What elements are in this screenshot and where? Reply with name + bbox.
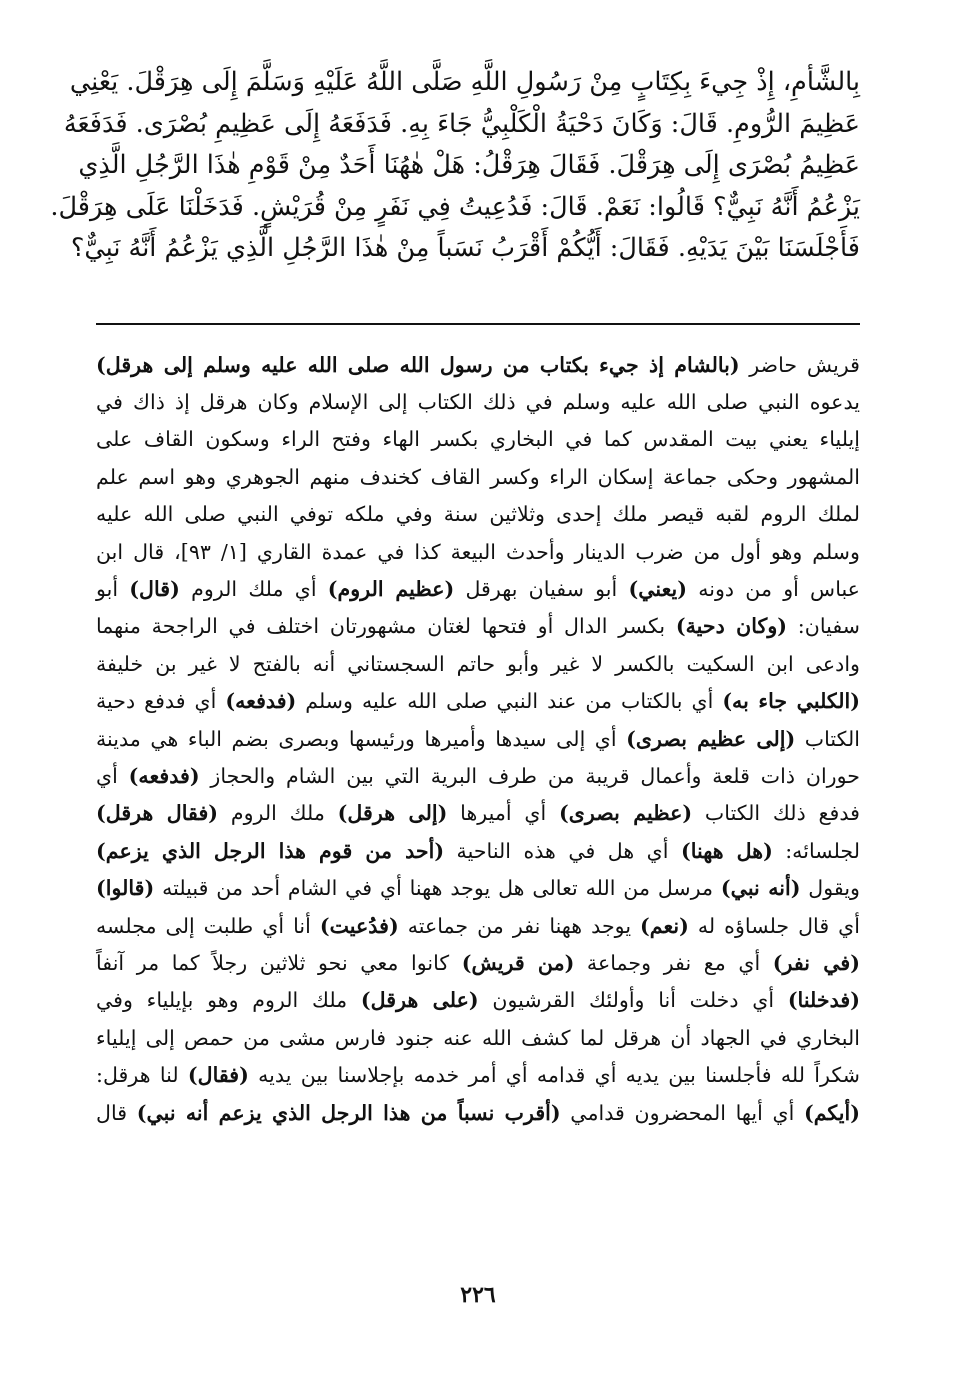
commentary-text: ويقول — [800, 876, 860, 901]
commentary-line — [96, 795, 860, 832]
commentary-text: مرسل من الله تعالى هل يوجد ههنا أي في الشام أحد من قبيلته — [154, 876, 721, 901]
commentary-quote: (فدخلنا) — [787, 988, 860, 1013]
hadith-line: عَظِيمَ الرُّومِ. قَالَ: وَكَانَ دَحْيَةُ الْكَلْبِيُّ جَاءَ بِهِ. فَدَفَعَهُ إِلَى عَظِيمِ بُصْرَى. فَدَفَعَهُ — [63, 108, 860, 139]
commentary-text: المشهور وحكى جماعة إسكان الراء وكسر القاف كخندف منهم الجوهري وهو اسم علم — [96, 464, 860, 489]
commentary-text: سفيان: — [787, 614, 860, 639]
commentary-quote: (من قريش) — [461, 951, 575, 975]
commentary-text: لنا هرقل: — [96, 1063, 188, 1088]
commentary-text: يوجد ههنا نفر من جماعته — [398, 913, 641, 938]
commentary-line — [96, 683, 860, 720]
commentary-quote: (عظيم الروم) — [327, 576, 455, 601]
commentary-line — [96, 721, 860, 758]
hadith-text-block — [50, 62, 860, 270]
commentary-quote: (فقال) — [187, 1063, 249, 1088]
commentary-text: فدفع ذلك الكتاب — [692, 801, 860, 826]
commentary-text: أي أيها المحضرون قدامي — [560, 1100, 804, 1125]
commentary-quote: (إلى عظيم بصرى) — [626, 726, 796, 751]
commentary-text: البخاري في الجهاد أن هرقل لما كشف الله عنه جنود فارس مشى من حمص إلى إيلياء — [96, 1025, 860, 1050]
commentary-line — [96, 833, 860, 870]
page-number: ٢٢٦ — [460, 1282, 496, 1308]
commentary-text: يدعوه النبي صلى الله عليه وسلم في ذلك الكتاب إلى الإسلام وكان هرقل إذ ذاك في — [96, 389, 860, 414]
commentary-text: عباس أو من دونه — [687, 576, 860, 601]
commentary-text: أنا أي طلبت إلى مجلسه — [96, 913, 320, 938]
commentary-text: لجلسائه: — [772, 838, 860, 863]
commentary-line — [96, 646, 860, 683]
commentary-line — [96, 534, 860, 571]
commentary-quote: (يعني) — [628, 576, 687, 601]
commentary-line — [96, 571, 860, 608]
commentary-text: قال — [96, 1100, 137, 1125]
commentary-quote: (أقرب نسباً من هذا الرجل الذي يزعم أنه نبي) — [136, 1100, 561, 1125]
commentary-line — [96, 384, 860, 421]
commentary-line — [96, 1020, 860, 1057]
commentary-text: ملك الروم — [218, 801, 338, 826]
commentary-text: أي — [96, 763, 129, 788]
commentary-quote: (هل ههنا) — [680, 838, 773, 863]
commentary-text: أبو سفيان بهرقل — [454, 576, 629, 601]
section-divider — [96, 323, 860, 325]
hadith-line: بِالشَّأمِ، إِذْ جِيءَ بِكِتَابٍ مِنْ رَسُولِ اللَّهِ صَلَّى اللَّهُ عَلَيْهِ وَسَلَّمَ إِلَى هِرَقْلَ. يَعْنِي — [69, 67, 860, 97]
commentary-text: أي فدفع دحية — [96, 689, 226, 714]
hadith-line: يَزْعُمُ أَنَّهُ نَبِيٌّ؟ قَالُوا: نَعَمْ. قَالَ: فَدُعِيتُ فِي نَفَرٍ مِنْ قُرَيْشٍ. فَدَخَلْنَا عَلَى هِرَقْلَ. — [50, 191, 860, 222]
commentary-quote: (في نفر) — [772, 951, 860, 975]
commentary-quote: (قال) — [129, 576, 180, 601]
commentary-quote: (أيكم) — [803, 1100, 860, 1125]
commentary-line — [96, 421, 860, 458]
commentary-quote: (قالوا) — [96, 876, 155, 901]
commentary-text: أي ملك الروم — [179, 576, 328, 601]
commentary-text: حوران ذات قلعة وأعمال قريبة من طرف البرية التي بين الشام والحجاز — [199, 763, 860, 788]
commentary-block — [96, 347, 860, 1133]
commentary-quote: (فدفعه) — [225, 689, 297, 714]
commentary-text: أي مع نفر وجماعة — [574, 951, 773, 975]
commentary-line — [96, 945, 860, 982]
commentary-line — [96, 608, 860, 645]
commentary-quote: (إلى هرقل) — [337, 801, 448, 826]
commentary-quote: (فدُعيت) — [319, 913, 399, 938]
commentary-line — [96, 982, 860, 1019]
commentary-text: الكتاب — [795, 726, 860, 751]
hadith-line: فَأَجْلَسَنَا بَيْنَ يَدَيْهِ. فَقَالَ: أَيُّكُمْ أَقْرَبُ نَسَباً مِنْ هٰذَا الرَّجُلِ الَّذِي يَزْعُمُ أَنَّهُ نَبِيٌّ؟ — [70, 233, 860, 263]
commentary-text: أي هل في هذه الناحية — [444, 838, 681, 863]
commentary-text: أبو — [96, 576, 130, 601]
commentary-text: أي بالكتاب من عند النبي صلى الله عليه وسلم — [296, 689, 723, 714]
commentary-line — [96, 758, 860, 795]
commentary-line — [96, 347, 860, 384]
commentary-quote: (وكان دحية) — [675, 614, 788, 639]
commentary-text: أي قال جلساؤه له — [688, 913, 860, 938]
commentary-text: ملك الروم وهو بإيلياء وفي — [96, 988, 361, 1013]
commentary-quote: (على هرقل) — [360, 988, 479, 1013]
commentary-text: شكراً لله فأجلسنا بين يديه أي قدامه أي أمر خدمه بإجلاسنا بين يديه — [248, 1063, 860, 1088]
commentary-text: كانوا معي نحو ثلاثين رجلاً كما مر آنفاً — [96, 951, 462, 975]
commentary-quote: (فقال هرقل) — [96, 801, 219, 826]
commentary-text: أي دخلت أنا وأولئك القرشيون — [478, 988, 788, 1013]
commentary-line — [96, 459, 860, 496]
commentary-text: وادعى ابن السكيت بالكسر لا غير وأبو حاتم السجستاني أنه بالفتح لا غير بن خليفة — [96, 651, 860, 676]
commentary-quote: (بالشام إذ جيء بكتاب من رسول الله صلى الله عليه وسلم إلى هرقل) — [96, 352, 740, 377]
commentary-line — [96, 908, 860, 945]
commentary-quote: (الكلبي جاء به) — [722, 689, 860, 714]
commentary-line — [96, 496, 860, 533]
commentary-text: بكسر الدال أو فتحها لغتان مشهورتان اختلف في الراجحة منهما — [96, 614, 676, 639]
commentary-text: أي أميرها — [447, 801, 560, 826]
commentary-text: لملك الروم لقبه قيصر ملك إحدى وثلاثين سنة وفي ملكه توفي النبي صلى الله عليه — [96, 502, 860, 527]
commentary-line — [96, 1095, 860, 1132]
commentary-quote: (أحد من قوم هذا الرجل الذي يزعم) — [96, 838, 445, 863]
commentary-quote: (عظيم بصرى) — [559, 801, 693, 826]
commentary-line — [96, 870, 860, 907]
commentary-text: أي إلى سيدها وأميرها ورئيسها وبصرى بضم الباء هي مدينة — [96, 726, 627, 751]
commentary-quote: (فدفعه) — [128, 763, 200, 788]
commentary-line — [96, 1057, 860, 1094]
commentary-text: إيلياء يعني بيت المقدس كما في البخاري بكسر الهاء وفتح الراء وسكون القاف على — [96, 427, 860, 452]
hadith-line: عَظِيمُ بُصْرَى إِلَى هِرَقْلَ. فَقَالَ هِرَقْلُ: هَلْ هٰهُنَا أَحَدٌ مِنْ قَوْمِ هٰذَا الرَّجُلِ الَّذِي — [78, 150, 860, 180]
commentary-text: قريش حاضر — [739, 352, 861, 377]
commentary-text: وسلم وهو أول من ضرب الدينار وأحدث البيعة كذا في عمدة القاري [١/ ٩٣]، قال ابن — [96, 539, 860, 564]
commentary-quote: (أنه نبي) — [720, 876, 801, 901]
commentary-quote: (نعم) — [640, 913, 689, 938]
